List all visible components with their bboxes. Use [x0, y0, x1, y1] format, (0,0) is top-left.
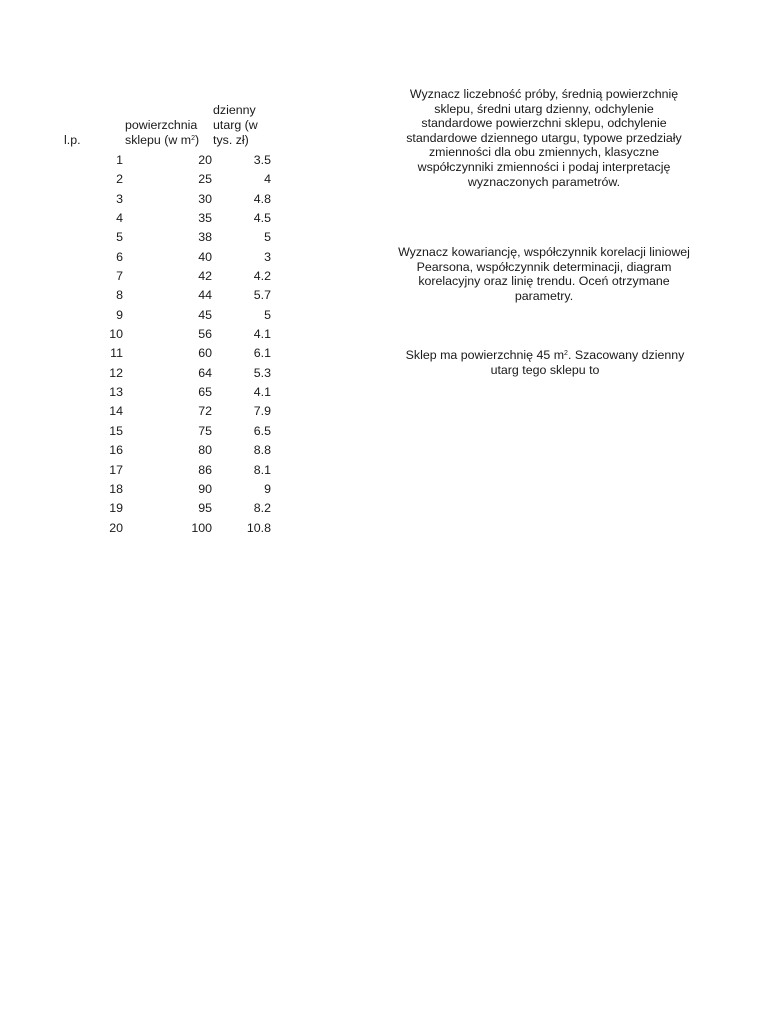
header-sales-line1: dzienny: [213, 103, 256, 117]
cell-lp: 19: [109, 501, 123, 516]
cell-sales: 7.9: [253, 404, 271, 419]
task-3-superscript: 2: [564, 350, 568, 357]
header-area-superscript: 2: [191, 135, 196, 142]
task-2-line: Wyznacz kowariancję, współczynnik korelacji liniowej: [398, 245, 690, 259]
table-row: [80, 286, 271, 305]
cell-area: 40: [198, 249, 212, 264]
table-row: [80, 306, 271, 325]
cell-lp: 10: [109, 327, 123, 342]
header-area-line1: powierzchnia: [125, 118, 198, 132]
cell-lp: 17: [109, 462, 123, 477]
cell-lp: 1: [116, 153, 123, 167]
cell-area: 56: [198, 327, 212, 342]
task-3-text: [393, 348, 697, 377]
cell-area: 25: [198, 172, 212, 187]
cell-lp: 5: [116, 230, 123, 245]
cell-lp: 14: [109, 404, 123, 419]
task-3-line-1: [393, 348, 697, 363]
cell-sales: 4.5: [253, 211, 271, 226]
cell-lp: 8: [116, 288, 123, 303]
cell-area: 95: [198, 501, 212, 516]
task-1-line: Wyznacz liczebność próby, średnią powierzchnię: [409, 87, 679, 101]
cell-sales: 3: [264, 249, 271, 264]
cell-sales: 6.5: [253, 423, 271, 438]
header-area-line2-text: sklepu (w m: [125, 133, 192, 147]
cell-sales: 9: [264, 481, 271, 496]
cell-lp: 6: [116, 249, 123, 264]
task-2-line: korelacyjny oraz linię trendu. Oceń otrzymane: [418, 274, 670, 289]
cell-sales: 6.1: [253, 346, 271, 361]
task-1-line: wyznaczonych parametrów.: [467, 174, 621, 189]
header-area-line2-close: ): [195, 133, 200, 147]
cell-lp: 15: [109, 423, 123, 438]
cell-sales: 4.8: [253, 191, 271, 206]
cell-area: 80: [198, 443, 212, 458]
cell-lp: 3: [116, 191, 123, 206]
table-row: [80, 170, 271, 189]
cell-sales: 5.7: [253, 288, 271, 303]
table-row: [80, 267, 271, 286]
cell-sales: 4.1: [253, 385, 271, 400]
cell-sales: 8.2: [253, 501, 271, 516]
cell-lp: 2: [116, 172, 123, 187]
header-sales-line3: tys. zł): [213, 133, 249, 147]
cell-lp: 11: [110, 346, 123, 361]
data-table-body: [80, 151, 271, 538]
task-2-text: [388, 245, 700, 303]
table-row: [80, 364, 271, 383]
cell-lp: 13: [109, 385, 123, 400]
task-3-line-1-text: Sklep ma powierzchnię 45 m: [405, 348, 565, 362]
cell-sales: 5: [264, 307, 271, 322]
cell-sales: 4: [264, 172, 271, 187]
table-row: [80, 209, 271, 228]
cell-lp: 7: [116, 269, 123, 284]
table-row: [80, 248, 271, 267]
cell-area: 86: [198, 462, 212, 477]
cell-lp: 18: [109, 481, 123, 496]
cell-lp: 16: [109, 443, 123, 458]
cell-area: 30: [198, 191, 212, 206]
cell-sales: 3.5: [253, 153, 271, 167]
cell-sales: 4.1: [253, 327, 271, 342]
cell-area: 100: [191, 520, 212, 535]
header-area: [125, 118, 215, 148]
table-row: [80, 325, 271, 344]
task-1-line: zmienności dla obu zmiennych, klasyczne: [428, 145, 660, 160]
cell-area: 64: [198, 365, 212, 380]
table-row: [80, 228, 271, 247]
table-row: [80, 499, 271, 518]
cell-sales: 5: [264, 230, 271, 245]
task-1-line: sklepu, średni utarg dzienny, odchylenie: [434, 101, 654, 116]
cell-area: 38: [198, 230, 212, 245]
table-row: [80, 344, 271, 363]
task-3-line-2: utarg tego sklepu to: [490, 362, 600, 377]
cell-area: 90: [198, 481, 212, 496]
cell-area: 60: [198, 346, 212, 361]
cell-sales: 8.8: [253, 443, 271, 458]
header-lp: [64, 133, 81, 148]
task-2-line: Pearsona, współczynnik determinacji, diagram: [416, 259, 672, 274]
task-3-line-1-rest: . Szacowany dzienny: [567, 348, 685, 362]
cell-area: 75: [198, 423, 212, 438]
table-row: [80, 402, 271, 421]
table-row: [80, 480, 271, 499]
header-area-line2: [125, 133, 215, 148]
table-row: [80, 422, 271, 441]
cell-area: 42: [198, 269, 212, 284]
cell-sales: 8.1: [253, 462, 271, 477]
task-1-line: współczynniki zmienności i podaj interpretację: [417, 159, 671, 174]
header-lp-label: l.p.: [64, 133, 81, 147]
cell-area: 20: [198, 153, 212, 167]
cell-lp: 4: [116, 211, 123, 226]
table-row: [80, 519, 271, 538]
task-1-line: standardowe powierzchni sklepu, odchylenie: [421, 116, 667, 131]
header-sales-line2: utarg (w: [213, 118, 258, 132]
cell-lp: 9: [116, 307, 123, 322]
table-row: [80, 461, 271, 480]
cell-lp: 12: [109, 365, 123, 380]
cell-sales: 5.3: [253, 365, 271, 380]
cell-area: 45: [198, 307, 212, 322]
cell-sales: 10.8: [246, 520, 271, 535]
task-1-text: [388, 87, 700, 189]
cell-lp: 20: [109, 520, 123, 535]
cell-area: 65: [198, 385, 212, 400]
table-row: [80, 190, 271, 209]
header-sales: [213, 103, 273, 148]
table-row: [80, 383, 271, 402]
table-row: [80, 441, 271, 460]
data-table: [80, 151, 271, 538]
task-2-line: parametry.: [514, 288, 574, 303]
task-1-line: standardowe dziennego utargu, typowe przedziały: [406, 130, 682, 145]
table-row: [80, 151, 271, 170]
cell-area: 72: [198, 404, 212, 419]
cell-area: 35: [198, 211, 212, 226]
cell-area: 44: [198, 288, 212, 303]
cell-sales: 4.2: [253, 269, 271, 284]
